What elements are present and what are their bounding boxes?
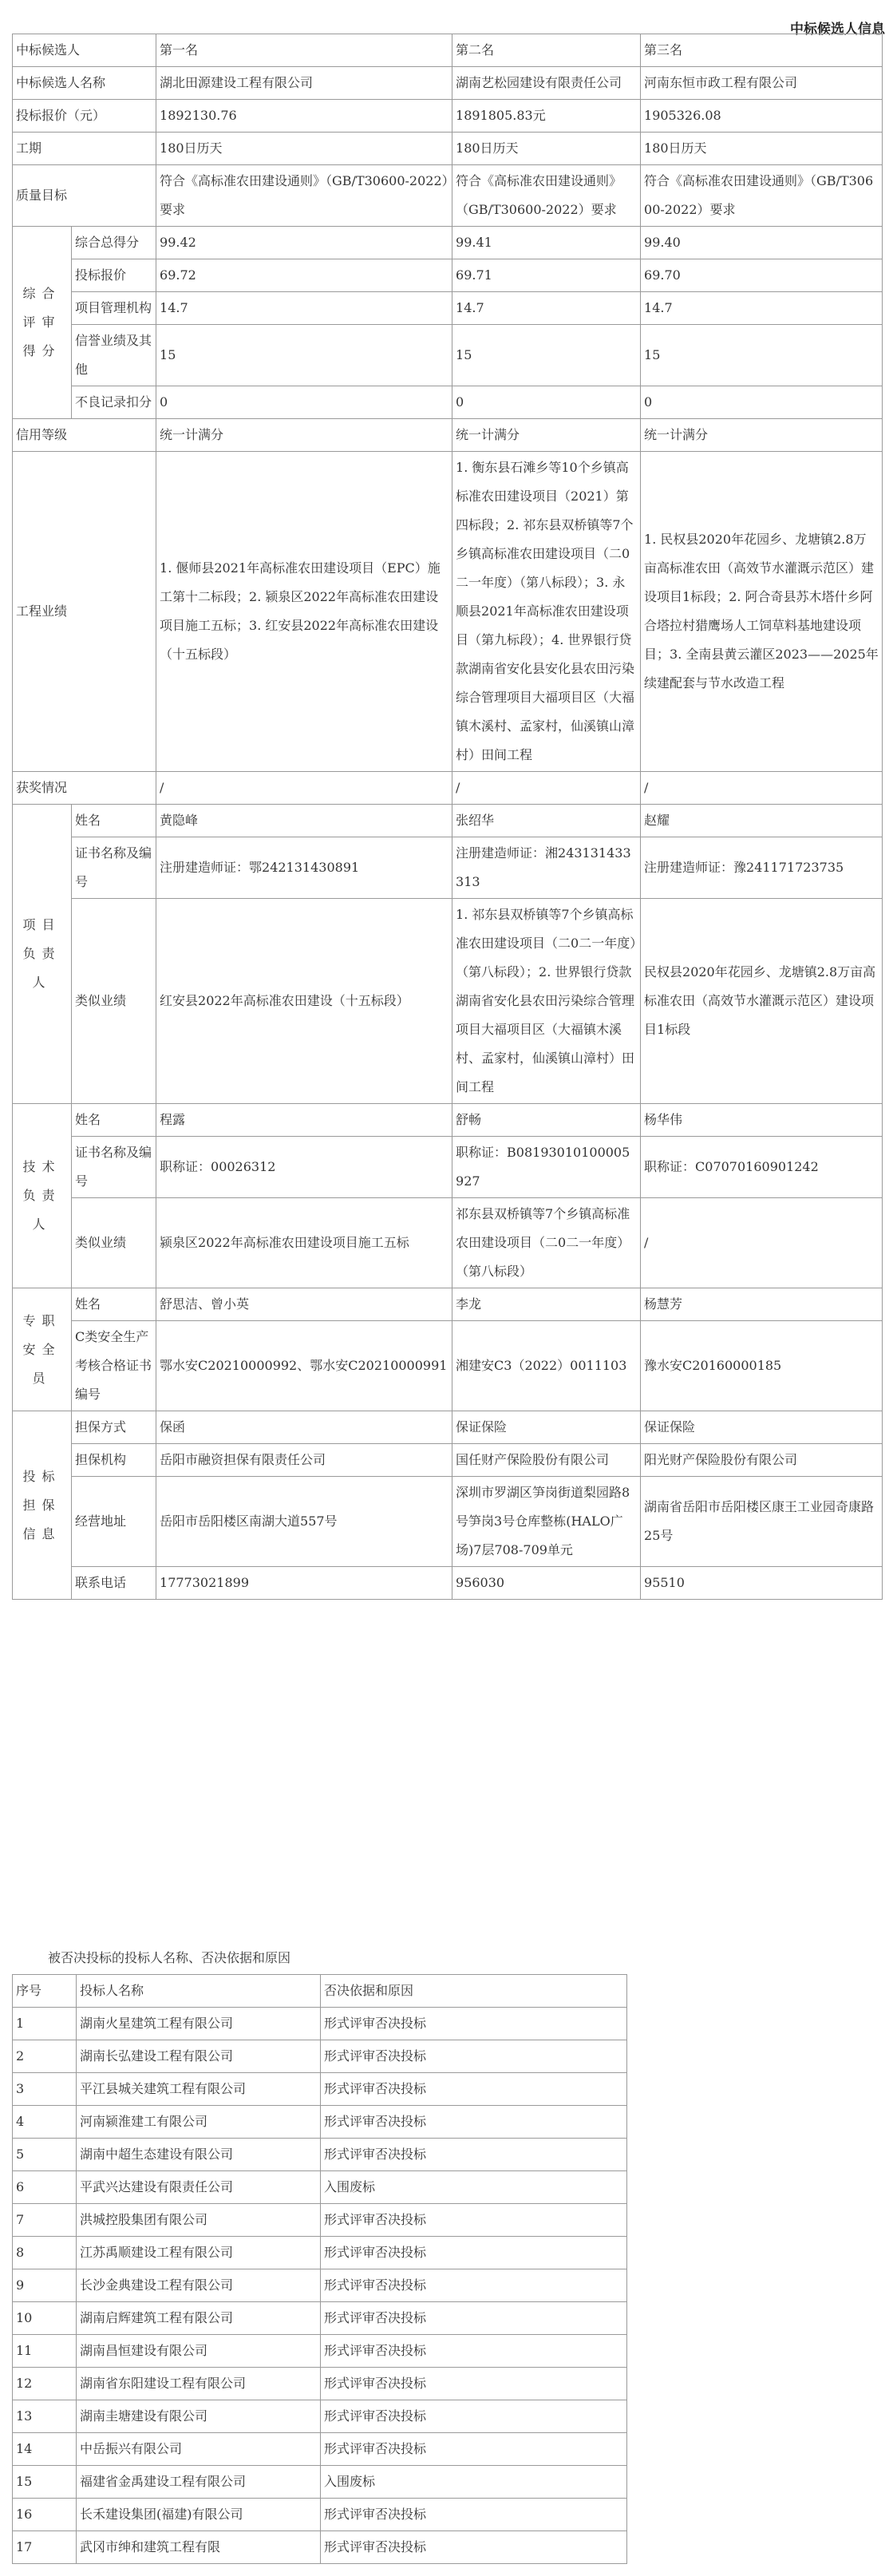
row-label: 信誉业绩及其他 bbox=[72, 325, 156, 386]
row-number: 17 bbox=[13, 2531, 77, 2564]
cell: 99.40 bbox=[641, 227, 883, 259]
table-row bbox=[13, 133, 883, 165]
row-number: 15 bbox=[13, 2466, 77, 2499]
reject-reason: 形式评审否决投标 bbox=[321, 2433, 627, 2466]
column-header: 序号 bbox=[13, 1975, 77, 2008]
row-label: 担保方式 bbox=[72, 1411, 156, 1444]
row-number: 5 bbox=[13, 2139, 77, 2171]
bidder-name: 长沙金典建设工程有限公司 bbox=[77, 2269, 321, 2302]
cell: 保证保险 bbox=[452, 1411, 641, 1444]
table-row bbox=[13, 2040, 627, 2073]
cell: 0 bbox=[156, 386, 452, 419]
row-label: 投标报价（元） bbox=[13, 100, 156, 133]
bidder-name: 湖南启辉建筑工程有限公司 bbox=[77, 2302, 321, 2335]
bidder-name: 湖南长弘建设工程有限公司 bbox=[77, 2040, 321, 2073]
table-row bbox=[13, 2433, 627, 2466]
cell: 15 bbox=[641, 325, 883, 386]
row-number: 11 bbox=[13, 2335, 77, 2368]
table-row bbox=[13, 2204, 627, 2237]
cell: 99.42 bbox=[156, 227, 452, 259]
row-number: 8 bbox=[13, 2237, 77, 2269]
row-label: 经营地址 bbox=[72, 1477, 156, 1567]
row-number: 4 bbox=[13, 2106, 77, 2139]
cell: 李龙 bbox=[452, 1288, 641, 1321]
row-label: 证书名称及编号 bbox=[72, 837, 156, 899]
table-row bbox=[13, 772, 883, 805]
column-header: 投标人名称 bbox=[77, 1975, 321, 2008]
cell: 69.70 bbox=[641, 259, 883, 292]
cell: 17773021899 bbox=[156, 1567, 452, 1600]
cell: 1891805.83元 bbox=[452, 100, 641, 133]
table-row bbox=[13, 899, 883, 1104]
cell: 180日历天 bbox=[452, 133, 641, 165]
cell: 69.71 bbox=[452, 259, 641, 292]
cell: 赵耀 bbox=[641, 805, 883, 837]
cell: 舒思洁、曾小英 bbox=[156, 1288, 452, 1321]
cell: 15 bbox=[156, 325, 452, 386]
bidder-name: 长禾建设集团(福建)有限公司 bbox=[77, 2499, 321, 2531]
reject-reason: 入围废标 bbox=[321, 2171, 627, 2204]
table-row bbox=[13, 292, 883, 325]
cell: 保证保险 bbox=[641, 1411, 883, 1444]
cell: 第二名 bbox=[452, 34, 641, 67]
cell: 统一计满分 bbox=[156, 419, 452, 452]
cell: 统一计满分 bbox=[452, 419, 641, 452]
row-label: 类似业绩 bbox=[72, 1198, 156, 1288]
bidder-name: 福建省金禹建设工程有限公司 bbox=[77, 2466, 321, 2499]
row-label: 姓名 bbox=[72, 805, 156, 837]
table-row bbox=[13, 67, 883, 100]
row-label: 联系电话 bbox=[72, 1567, 156, 1600]
table-row bbox=[13, 1198, 883, 1288]
cell: 符合《高标准农田建设通则》（GB/T30600-2022）要求 bbox=[156, 165, 452, 227]
row-label: 中标候选人 bbox=[13, 34, 156, 67]
cell: 1. 民权县2020年花园乡、龙塘镇2.8万亩高标准农田（高效节水灌溉示范区）建设项目1标段；2. 阿合奇县苏木塔什乡阿合塔拉村猎鹰场人工饲草料基地建设项目；3. 全南县黄云灌区2023——2025年续建配套与节水改造工程 bbox=[641, 452, 883, 772]
cell: 国任财产保险股份有限公司 bbox=[452, 1444, 641, 1477]
cell: 鄂水安C20210000992、鄂水安C20210000991 bbox=[156, 1321, 452, 1411]
table-row bbox=[13, 165, 883, 227]
row-number: 14 bbox=[13, 2433, 77, 2466]
cell: 民权县2020年花园乡、龙塘镇2.8万亩高标准农田（高效节水灌溉示范区）建设项目1标段 bbox=[641, 899, 883, 1104]
reject-reason: 形式评审否决投标 bbox=[321, 2302, 627, 2335]
table-row bbox=[13, 1444, 883, 1477]
cell: / bbox=[641, 1198, 883, 1288]
cell: 黄隐峰 bbox=[156, 805, 452, 837]
bidder-name: 武冈市绅和建筑工程有限 bbox=[77, 2531, 321, 2564]
cell: 注册建造师证：豫241171723735 bbox=[641, 837, 883, 899]
table-row bbox=[13, 2400, 627, 2433]
bidder-name: 中岳振兴有限公司 bbox=[77, 2433, 321, 2466]
row-label: 姓名 bbox=[72, 1104, 156, 1137]
reject-reason: 形式评审否决投标 bbox=[321, 2106, 627, 2139]
group-label: 专职安全员 bbox=[13, 1288, 72, 1411]
row-label: 信用等级 bbox=[13, 419, 156, 452]
cell: 14.7 bbox=[156, 292, 452, 325]
table-row bbox=[13, 837, 883, 899]
row-label: 姓名 bbox=[72, 1288, 156, 1321]
row-label: 投标报价 bbox=[72, 259, 156, 292]
cell: 张绍华 bbox=[452, 805, 641, 837]
cell: 69.72 bbox=[156, 259, 452, 292]
cell: 舒畅 bbox=[452, 1104, 641, 1137]
reject-reason: 形式评审否决投标 bbox=[321, 2073, 627, 2106]
column-header: 否决依据和原因 bbox=[321, 1975, 627, 2008]
table-row bbox=[13, 1411, 883, 1444]
reject-reason: 形式评审否决投标 bbox=[321, 2335, 627, 2368]
row-number: 13 bbox=[13, 2400, 77, 2433]
bidder-name: 江苏禹顺建设工程有限公司 bbox=[77, 2237, 321, 2269]
cell: 豫水安C20160000185 bbox=[641, 1321, 883, 1411]
cell: 阳光财产保险股份有限公司 bbox=[641, 1444, 883, 1477]
table-row bbox=[13, 2269, 627, 2302]
table-row bbox=[13, 2335, 627, 2368]
row-label: C类安全生产考核合格证书编号 bbox=[72, 1321, 156, 1411]
row-label: 综合总得分 bbox=[72, 227, 156, 259]
cell: 第三名 bbox=[641, 34, 883, 67]
cell: 0 bbox=[641, 386, 883, 419]
cell: 保函 bbox=[156, 1411, 452, 1444]
cell: 程露 bbox=[156, 1104, 452, 1137]
rejected-caption: 被否决投标的投标人名称、否决依据和原因 bbox=[48, 1950, 291, 1965]
reject-reason: 形式评审否决投标 bbox=[321, 2531, 627, 2564]
cell: 注册建造师证：鄂242131430891 bbox=[156, 837, 452, 899]
cell: 180日历天 bbox=[641, 133, 883, 165]
row-number: 10 bbox=[13, 2302, 77, 2335]
table-row bbox=[13, 2531, 627, 2564]
cell: 1905326.08 bbox=[641, 100, 883, 133]
row-number: 12 bbox=[13, 2368, 77, 2400]
bidder-name: 洪城控股集团有限公司 bbox=[77, 2204, 321, 2237]
reject-reason: 形式评审否决投标 bbox=[321, 2237, 627, 2269]
cell: 湘建安C3（2022）0011103 bbox=[452, 1321, 641, 1411]
bidder-name: 湖南省东阳建设工程有限公司 bbox=[77, 2368, 321, 2400]
group-label: 投标担保信息 bbox=[13, 1411, 72, 1600]
cell: 1. 偃师县2021年高标准农田建设项目（EPC）施工第十二标段；2. 颍泉区2022年高标准农田建设项目施工五标；3. 红安县2022年高标准农田建设（十五标段） bbox=[156, 452, 452, 772]
cell: 岳阳市岳阳楼区南湖大道557号 bbox=[156, 1477, 452, 1567]
row-label: 质量目标 bbox=[13, 165, 156, 227]
reject-reason: 形式评审否决投标 bbox=[321, 2139, 627, 2171]
bidder-name: 平江县城关建筑工程有限公司 bbox=[77, 2073, 321, 2106]
cell: / bbox=[156, 772, 452, 805]
cell: 14.7 bbox=[452, 292, 641, 325]
reject-reason: 形式评审否决投标 bbox=[321, 2040, 627, 2073]
table-row bbox=[13, 2008, 627, 2040]
row-number: 1 bbox=[13, 2008, 77, 2040]
cell: 0 bbox=[452, 386, 641, 419]
row-label: 工期 bbox=[13, 133, 156, 165]
table-header-row bbox=[13, 1975, 627, 2008]
table-row bbox=[13, 1288, 883, 1321]
cell: 1. 衡东县石滩乡等10个乡镇高标准农田建设项目（2021）第四标段；2. 祁东县双桥镇等7个乡镇高标准农田建设项目（二0二一年度）（第八标段）；3. 永顺县2021年高标准农田建设项目（第九标段）；4. 世界银行贷款湖南省安化县安化县农田污染综合管理项目大福项目区（大福镇木溪村、孟家村，仙溪镇山漳村）田间工程 bbox=[452, 452, 641, 772]
table-row bbox=[13, 2368, 627, 2400]
bidder-name: 平武兴达建设有限责任公司 bbox=[77, 2171, 321, 2204]
cell: 符合《高标准农田建设通则》（GB/T30600-2022）要求 bbox=[641, 165, 883, 227]
cell: 岳阳市融资担保有限责任公司 bbox=[156, 1444, 452, 1477]
cell: 15 bbox=[452, 325, 641, 386]
table-row bbox=[13, 2499, 627, 2531]
cell: 红安县2022年高标准农田建设（十五标段） bbox=[156, 899, 452, 1104]
cell: 99.41 bbox=[452, 227, 641, 259]
cell: / bbox=[641, 772, 883, 805]
reject-reason: 形式评审否决投标 bbox=[321, 2499, 627, 2531]
page-title: 中标候选人信息 bbox=[790, 22, 885, 38]
cell: 杨慧芳 bbox=[641, 1288, 883, 1321]
table-row bbox=[13, 1567, 883, 1600]
table-row bbox=[13, 227, 883, 259]
cell: 符合《高标准农田建设通则》（GB/T30600-2022）要求 bbox=[452, 165, 641, 227]
row-number: 3 bbox=[13, 2073, 77, 2106]
cell: 杨华伟 bbox=[641, 1104, 883, 1137]
bidder-name: 湖南中超生态建设有限公司 bbox=[77, 2139, 321, 2171]
table-row bbox=[13, 2302, 627, 2335]
group-label: 项目负责人 bbox=[13, 805, 72, 1104]
table-row bbox=[13, 2171, 627, 2204]
cell: 180日历天 bbox=[156, 133, 452, 165]
cell: 河南东恒市政工程有限公司 bbox=[641, 67, 883, 100]
cell: 95510 bbox=[641, 1567, 883, 1600]
table-row bbox=[13, 325, 883, 386]
table-row bbox=[13, 100, 883, 133]
row-label: 项目管理机构 bbox=[72, 292, 156, 325]
cell: 职称证：00026312 bbox=[156, 1137, 452, 1198]
cell: 职称证：B08193010100005927 bbox=[452, 1137, 641, 1198]
cell: 祁东县双桥镇等7个乡镇高标准农田建设项目（二0二一年度）（第八标段） bbox=[452, 1198, 641, 1288]
table-row bbox=[13, 2139, 627, 2171]
bidder-name: 湖南圭塘建设有限公司 bbox=[77, 2400, 321, 2433]
cell: 深圳市罗湖区笋岗街道梨园路8号笋岗3号仓库整栋(HALO广场)7层708-709单元 bbox=[452, 1477, 641, 1567]
bidder-name: 湖南火星建筑工程有限公司 bbox=[77, 2008, 321, 2040]
table-row bbox=[13, 1321, 883, 1411]
cell: 14.7 bbox=[641, 292, 883, 325]
cell: 湖北田源建设工程有限公司 bbox=[156, 67, 452, 100]
table-row bbox=[13, 2466, 627, 2499]
table-row bbox=[13, 1137, 883, 1198]
table-row bbox=[13, 2237, 627, 2269]
reject-reason: 入围废标 bbox=[321, 2466, 627, 2499]
cell: 湖南艺松园建设有限责任公司 bbox=[452, 67, 641, 100]
cell: 第一名 bbox=[156, 34, 452, 67]
cell: 1. 祁东县双桥镇等7个乡镇高标准农田建设项目（二0二一年度）（第八标段）；2. 世界银行贷款湖南省安化县农田污染综合管理项目大福项目区（大福镇木溪村、孟家村，仙溪镇山漳村）田间工程 bbox=[452, 899, 641, 1104]
cell: 注册建造师证：湘243131433313 bbox=[452, 837, 641, 899]
row-number: 6 bbox=[13, 2171, 77, 2204]
cell: 统一计满分 bbox=[641, 419, 883, 452]
group-label: 综合评审得分 bbox=[13, 227, 72, 419]
cell: 956030 bbox=[452, 1567, 641, 1600]
table-row bbox=[13, 34, 883, 67]
table-row bbox=[13, 2073, 627, 2106]
row-label: 担保机构 bbox=[72, 1444, 156, 1477]
row-number: 9 bbox=[13, 2269, 77, 2302]
row-label: 中标候选人名称 bbox=[13, 67, 156, 100]
bidder-name: 湖南昌恒建设有限公司 bbox=[77, 2335, 321, 2368]
cell: 职称证：C07070160901242 bbox=[641, 1137, 883, 1198]
cell: / bbox=[452, 772, 641, 805]
row-label: 获奖情况 bbox=[13, 772, 156, 805]
reject-reason: 形式评审否决投标 bbox=[321, 2368, 627, 2400]
row-number: 16 bbox=[13, 2499, 77, 2531]
row-number: 2 bbox=[13, 2040, 77, 2073]
reject-reason: 形式评审否决投标 bbox=[321, 2269, 627, 2302]
row-label: 不良记录扣分 bbox=[72, 386, 156, 419]
table-row bbox=[13, 452, 883, 772]
reject-reason: 形式评审否决投标 bbox=[321, 2008, 627, 2040]
row-number: 7 bbox=[13, 2204, 77, 2237]
reject-reason: 形式评审否决投标 bbox=[321, 2204, 627, 2237]
table-row bbox=[13, 1104, 883, 1137]
row-label: 工程业绩 bbox=[13, 452, 156, 772]
bidder-name: 河南颍淮建工有限公司 bbox=[77, 2106, 321, 2139]
cell: 颍泉区2022年高标准农田建设项目施工五标 bbox=[156, 1198, 452, 1288]
table-row bbox=[13, 1477, 883, 1567]
cell: 1892130.76 bbox=[156, 100, 452, 133]
row-label: 类似业绩 bbox=[72, 899, 156, 1104]
reject-reason: 形式评审否决投标 bbox=[321, 2400, 627, 2433]
table-row bbox=[13, 386, 883, 419]
candidate-table bbox=[12, 34, 883, 1600]
group-label: 技术负责人 bbox=[13, 1104, 72, 1288]
cell: 湖南省岳阳市岳阳楼区康王工业园奇康路25号 bbox=[641, 1477, 883, 1567]
row-label: 证书名称及编号 bbox=[72, 1137, 156, 1198]
table-row bbox=[13, 2106, 627, 2139]
rejected-table bbox=[12, 1974, 627, 2564]
table-row bbox=[13, 805, 883, 837]
table-row bbox=[13, 419, 883, 452]
table-row bbox=[13, 259, 883, 292]
